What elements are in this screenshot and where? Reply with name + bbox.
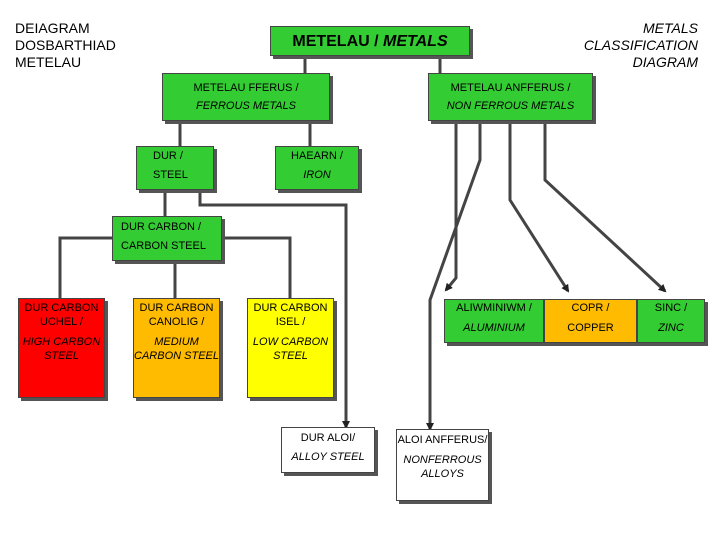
steel-box: [136, 146, 214, 190]
nonferrous-english: NON FERROUS METALS: [446, 100, 575, 112]
iron-english: IRON: [303, 169, 331, 181]
copper-welsh: COPR /: [571, 302, 610, 314]
corner-left-line: METELAU: [15, 54, 82, 70]
iron-box: [275, 146, 359, 190]
nonferrous-alloys-welsh: ALOI ANFFERUS/: [397, 434, 488, 446]
zinc-english: ZINC: [658, 322, 684, 334]
high-carbon-steel-box: [18, 298, 105, 398]
title-english: METALS: [383, 33, 448, 50]
alloy-steel-box: [281, 427, 375, 473]
corner-left-line: DEIAGRAM: [15, 20, 90, 36]
steel-welsh: DUR /: [153, 150, 183, 162]
connector-carbon-high: [60, 238, 112, 298]
aluminium-english: ALUMINIUM: [463, 322, 525, 334]
medium-carbon-steel-box: [133, 298, 220, 398]
corner-left-line: DOSBARTHIAD: [15, 37, 116, 53]
high-carbon-welsh: DUR CARBON UCHEL /: [24, 302, 99, 328]
corner-right-line: CLASSIFICATION: [583, 37, 698, 53]
ferrous-welsh: METELAU FFERUS /: [193, 82, 299, 94]
nonferrous-welsh: METELAU ANFFERUS /: [450, 82, 571, 94]
corner-right-line: METALS: [643, 20, 698, 36]
connector-nf-copper: [510, 121, 568, 291]
aluminium-box: [444, 299, 544, 343]
ferrous-metals-box: [162, 73, 330, 121]
connector-nf-zinc: [545, 121, 665, 291]
medium-carbon-english: MEDIUM CARBON STEEL: [134, 336, 219, 362]
zinc-box: [637, 299, 705, 343]
corner-right-line: DIAGRAM: [632, 54, 698, 70]
iron-welsh: HAEARN /: [291, 150, 343, 162]
medium-carbon-welsh: DUR CARBON CANOLIG /: [139, 302, 214, 328]
copper-box: [544, 299, 637, 343]
nonferrous-alloys-box: [396, 429, 489, 501]
low-carbon-english: LOW CARBON STEEL: [252, 336, 329, 362]
nonferrous-metals-box: [428, 73, 593, 121]
low-carbon-steel-box: [247, 298, 334, 398]
aluminium-welsh: ALIWMINIWM /: [456, 302, 532, 314]
high-carbon-english: HIGH CARBON STEEL: [22, 336, 101, 362]
low-carbon-welsh: DUR CARBON ISEL /: [253, 302, 328, 328]
copper-english: COPPER: [567, 322, 614, 334]
nonferrous-alloys-english: NONFERROUS ALLOYS: [403, 454, 482, 480]
title-welsh: METELAU /: [292, 33, 379, 50]
metals-title-box: [270, 26, 470, 56]
connector-nf-aluminium: [446, 121, 456, 290]
connector-carbon-low: [222, 238, 290, 298]
alloy-steel-welsh: DUR ALOI/: [300, 432, 356, 444]
steel-english: STEEL: [153, 169, 188, 181]
carbon-steel-english: CARBON STEEL: [121, 240, 206, 252]
carbon-steel-box: [112, 216, 222, 261]
alloy-steel-english: ALLOY STEEL: [291, 451, 365, 463]
zinc-welsh: SINC /: [654, 302, 688, 314]
ferrous-english: FERROUS METALS: [195, 100, 297, 112]
carbon-steel-welsh: DUR CARBON /: [121, 221, 202, 233]
